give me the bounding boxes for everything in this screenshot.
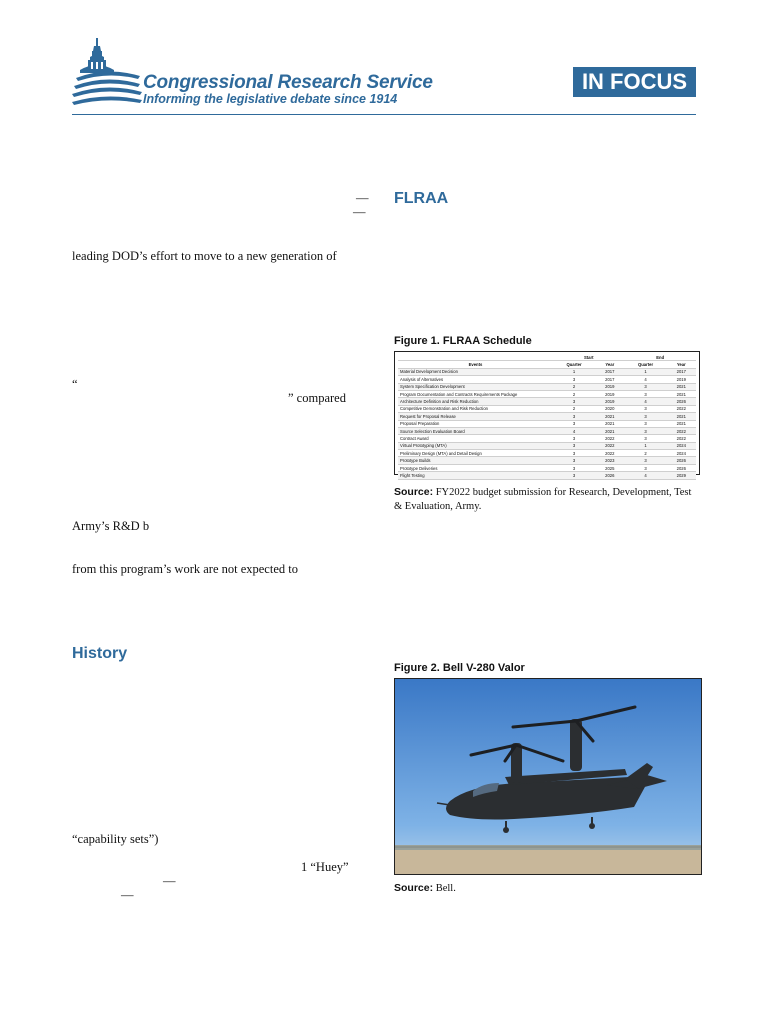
table-row — [398, 398, 696, 405]
table-row — [398, 383, 696, 390]
table-row — [398, 376, 696, 383]
event-cell: Flight Testing — [398, 472, 553, 479]
schedule-cell: 2026 — [667, 464, 696, 471]
history-heading: History — [72, 645, 128, 662]
schedule-cell: 3 — [553, 472, 595, 479]
schedule-cell: 3 — [553, 457, 595, 464]
schedule-cell: 2019 — [667, 376, 696, 383]
table-row — [398, 420, 696, 427]
column-header: Events — [398, 361, 553, 368]
body-line: leading DOD’s effort to move to a new generation of — [72, 249, 337, 263]
column-header: Year — [595, 361, 624, 368]
in-focus-badge: IN FOCUS — [573, 67, 696, 97]
schedule-cell: 2024 — [667, 442, 696, 449]
event-cell: Prototype Deliveries — [398, 464, 553, 471]
schedule-cell: 2 — [553, 383, 595, 390]
schedule-cell: 2020 — [595, 405, 624, 412]
dash: — — [121, 888, 134, 902]
column-header: Year — [667, 361, 696, 368]
table-row — [398, 390, 696, 397]
open-quote: “ — [72, 377, 78, 391]
table-row — [398, 472, 696, 479]
schedule-cell: 3 — [553, 413, 595, 420]
event-cell: Material Development Decision — [398, 368, 553, 375]
source-label: Source: — [394, 882, 434, 894]
schedule-table-frame — [394, 351, 700, 478]
schedule-cell: 2017 — [595, 376, 624, 383]
crs-logo — [70, 34, 146, 110]
schedule-cell: 2022 — [595, 435, 624, 442]
schedule-cell: 3 — [553, 442, 595, 449]
event-cell: Program Documentation and Contracts Requirements Package — [398, 390, 553, 397]
figure-2-source — [394, 881, 456, 896]
table-row — [398, 435, 696, 442]
group-header-end: End — [624, 354, 696, 361]
schedule-cell: 3 — [553, 435, 595, 442]
schedule-cell: 2019 — [595, 398, 624, 405]
schedule-cell: 2022 — [595, 442, 624, 449]
org-tagline: Informing the legislative debate since 1914 — [143, 92, 398, 106]
table-row — [398, 427, 696, 434]
event-cell: Virtual Prototyping (MTA) — [398, 442, 553, 449]
schedule-cell: 2029 — [667, 472, 696, 479]
schedule-cell: 2021 — [595, 413, 624, 420]
event-cell: Preliminary Design (MTA) and Detail Design — [398, 450, 553, 457]
event-cell: Architecture Definition and Risk Reduction — [398, 398, 553, 405]
schedule-cell: 3 — [553, 420, 595, 427]
figure-2-title: Figure 2. Bell V-280 Valor — [394, 662, 525, 674]
schedule-cell: 3 — [553, 376, 595, 383]
event-cell: Contract Award — [398, 435, 553, 442]
header-rule — [72, 114, 696, 115]
table-group-header-row — [398, 354, 696, 361]
dash: — — [353, 205, 366, 219]
schedule-cell: 2017 — [595, 368, 624, 375]
schedule-cell: 3 — [553, 450, 595, 457]
event-cell: Proposal Preparation — [398, 420, 553, 427]
schedule-cell: 3 — [624, 464, 666, 471]
dash: — — [356, 191, 369, 205]
schedule-cell: 2019 — [595, 383, 624, 390]
source-text: FY2022 budget submission for Research, Development, Test & Evaluation, Army. — [394, 487, 692, 512]
schedule-cell: 2023 — [595, 457, 624, 464]
tiltrotor-aircraft-image — [395, 679, 701, 874]
group-header-start: Start — [553, 354, 625, 361]
schedule-cell: 2024 — [667, 450, 696, 457]
schedule-cell: 4 — [624, 472, 666, 479]
schedule-cell: 3 — [553, 398, 595, 405]
schedule-cell: 3 — [624, 420, 666, 427]
schedule-cell: 2 — [553, 405, 595, 412]
capitol-dome-icon — [70, 34, 146, 110]
source-text: Bell. — [433, 883, 456, 894]
schedule-cell: 4 — [624, 376, 666, 383]
event-cell: Analysis of Alternatives — [398, 376, 553, 383]
schedule-cell: 1 — [624, 442, 666, 449]
column-header: Quarter — [624, 361, 666, 368]
event-cell: Competitive Demonstration and Risk Reduction — [398, 405, 553, 412]
body-line: Army’s R&D b — [72, 519, 150, 533]
schedule-cell: 2021 — [667, 420, 696, 427]
event-cell: Request for Proposal Release — [398, 413, 553, 420]
event-cell: Prototype Builds — [398, 457, 553, 464]
schedule-cell: 2026 — [667, 457, 696, 464]
schedule-cell: 3 — [624, 383, 666, 390]
table-row — [398, 368, 696, 375]
schedule-cell: 2022 — [595, 450, 624, 457]
body-line: ” compared — [288, 391, 346, 405]
schedule-cell: 2 — [624, 450, 666, 457]
schedule-cell: 4 — [553, 427, 595, 434]
schedule-cell: 3 — [553, 464, 595, 471]
schedule-cell: 2017 — [667, 368, 696, 375]
body-line: from this program’s work are not expected to — [72, 562, 298, 576]
schedule-cell: 2022 — [667, 427, 696, 434]
schedule-table — [398, 354, 696, 480]
schedule-cell: 2021 — [595, 427, 624, 434]
schedule-cell: 2026 — [667, 398, 696, 405]
schedule-cell: 2021 — [667, 390, 696, 397]
table-row — [398, 450, 696, 457]
column-header: Quarter — [553, 361, 595, 368]
event-cell: Source Selection Evaluation Board — [398, 427, 553, 434]
body-line: “capability sets”) — [72, 832, 159, 846]
table-row — [398, 405, 696, 412]
table-row — [398, 413, 696, 420]
table-row — [398, 464, 696, 471]
schedule-cell: 1 — [624, 368, 666, 375]
table-row — [398, 442, 696, 449]
schedule-cell: 2021 — [595, 420, 624, 427]
table-header-row — [398, 361, 696, 368]
schedule-cell: 3 — [624, 413, 666, 420]
schedule-cell: 2019 — [595, 390, 624, 397]
schedule-cell: 2025 — [595, 464, 624, 471]
schedule-cell: 2021 — [667, 383, 696, 390]
schedule-cell: 3 — [624, 405, 666, 412]
schedule-cell: 2022 — [667, 405, 696, 412]
event-cell: System Specification Development — [398, 383, 553, 390]
schedule-cell: 1 — [553, 368, 595, 375]
dash: — — [163, 874, 176, 888]
flraa-heading: FLRAA — [394, 190, 449, 207]
schedule-cell: 4 — [624, 398, 666, 405]
body-line: 1 “Huey” — [301, 860, 349, 874]
source-label: Source: — [394, 486, 434, 498]
figure-1-source — [394, 485, 694, 514]
schedule-cell: 2 — [553, 390, 595, 397]
figure-1-title: Figure 1. FLRAA Schedule — [394, 335, 532, 347]
schedule-cell: 3 — [624, 435, 666, 442]
schedule-cell: 2026 — [595, 472, 624, 479]
table-row — [398, 457, 696, 464]
schedule-cell: 2022 — [667, 435, 696, 442]
v280-photo — [394, 678, 702, 875]
schedule-cell: 2021 — [667, 413, 696, 420]
schedule-cell: 3 — [624, 390, 666, 397]
org-name: Congressional Research Service — [143, 72, 433, 93]
schedule-cell: 3 — [624, 427, 666, 434]
schedule-cell: 3 — [624, 457, 666, 464]
